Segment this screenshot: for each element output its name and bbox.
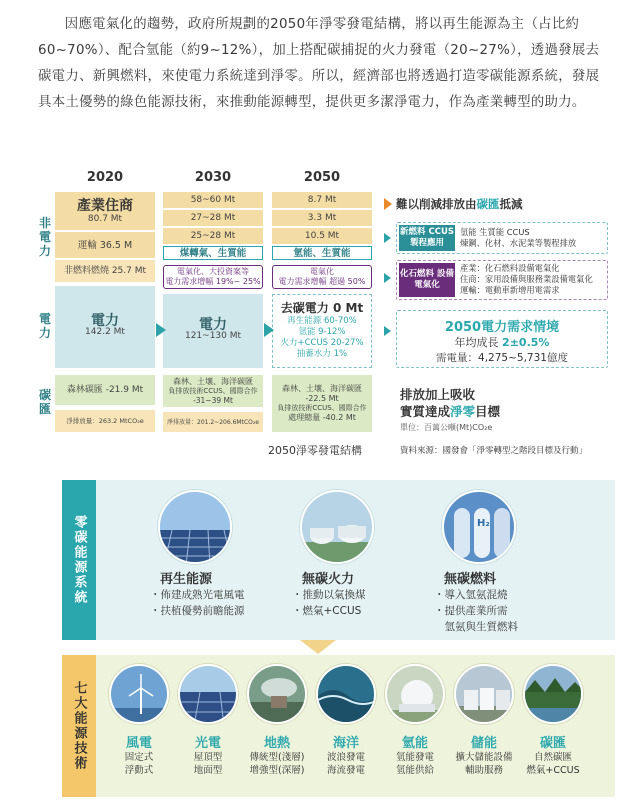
hydrogen-tank-icon — [442, 490, 516, 564]
chart-caption: 2050淨零發電結構 — [268, 444, 362, 457]
arrow-right-icon — [384, 233, 391, 243]
row-label-non-power: 非電力 — [38, 216, 51, 258]
intro-paragraph — [38, 12, 608, 116]
demand-title: 2050電力需求情境 — [444, 320, 560, 335]
box-2020-power: 電力 142.2 Mt — [55, 286, 155, 368]
right-heading-1: 難以削減排放由碳匯抵減 — [396, 197, 523, 211]
row-label-power: 電力 — [38, 312, 51, 340]
tech-item-solar: 光電 屋頂型 地面型 — [175, 664, 241, 777]
tech-item-geothermal: 地熱 傳統型(淺層) 增強型(深層) — [244, 664, 310, 777]
seven-tech-label: 七大能源技術 — [62, 655, 96, 797]
svg-text:H₂: H₂ — [477, 518, 490, 529]
box-2030-v2: 27~28 Mt — [163, 210, 263, 226]
box-2020-net: 淨排放量：263.2 MtCO₂e — [55, 410, 155, 432]
box-2030-net: 淨排放量：201.2~206.6MtCO₂e — [163, 412, 263, 432]
box-2020-transport: 運輸 36.5 M — [55, 232, 155, 258]
ocean-wave-icon — [316, 664, 376, 724]
box-2030-sink: 森林、土壤、海洋碳匯 負排放技術CCUS、國際合作 -31~39 Mt — [163, 375, 263, 407]
box-2020-industry: 產業住商 80.7 Mt — [55, 192, 155, 230]
chip-electrification-text-2: 住商：家用設備與服務業設備電氣化 — [460, 274, 593, 284]
arrow-right-icon — [384, 273, 391, 283]
orange-triangle-icon — [384, 198, 392, 210]
chip-ccus-text-2: 煉鋼、化材、水泥業等製程排放 — [460, 238, 577, 248]
box-2050-v1: 8.7 Mt — [272, 192, 372, 208]
box-2030-v1: 58~60 Mt — [163, 192, 263, 208]
net-zero-chart — [0, 160, 639, 460]
row-label-carbon-sink: 碳匯 — [38, 388, 51, 416]
tech-item-wind: 風電 固定式 浮動式 — [106, 664, 172, 777]
solar-field-icon — [178, 664, 238, 724]
chip-ccus: 新燃料 CCUS 製程應用 — [399, 225, 455, 251]
solar-panel-icon — [158, 490, 232, 564]
arrow-right-icon — [384, 326, 391, 336]
tech-item-ocean: 海洋 波浪發電 海流發電 — [313, 664, 379, 777]
zero-carbon-label: 零碳能源系統 — [62, 480, 96, 640]
year-2030: 2030 — [194, 170, 232, 185]
chip-ccus-text-1: 氫能 生質能 CCUS — [460, 227, 530, 237]
wind-turbine-icon — [109, 664, 169, 724]
demand-growth: 年均成長 2±0.5% — [454, 336, 550, 349]
year-2020: 2020 — [86, 170, 124, 185]
box-2020-nonfuel: 非燃料燃燒 25.7 Mt — [55, 260, 155, 282]
source-note: 資料來源：國發會「淨零轉型之階段目標及行動」 — [400, 446, 588, 456]
box-2030-power: 電力 121~130 Mt — [163, 294, 263, 368]
zero-carbon-item-fuel: H₂ 無碳燃料 ・導入氫氨混燒 ・提供產業所需 氫氨與生質燃料 — [414, 490, 544, 635]
hydrogen-storage-icon — [385, 664, 445, 724]
geothermal-icon — [247, 664, 307, 724]
box-2050-power: 去碳電力 0 Mt 再生能源 60-70% 氫能 9-12% 火力+CCUS 20-27% 抽蓄水力 1% — [272, 294, 372, 368]
right-heading-2b: 實質達成淨零目標 — [400, 404, 501, 419]
tag-2050: 氫能、生質能 — [272, 246, 372, 260]
arrow-right-icon — [264, 323, 274, 337]
chip-electrification-text-3: 運輸：電動車新增用電需求 — [460, 285, 560, 295]
arrow-right-icon — [156, 323, 166, 337]
chip-electrification: 化石燃料 設備電氣化 — [399, 263, 455, 297]
zero-carbon-item-thermal: 無碳火力 ・推動以氣換煤 ・燃氣+CCUS — [272, 490, 402, 619]
tech-item-hydrogen: 氫能 氫能發電 氫能供給 — [382, 664, 448, 777]
chip-electrification-text-1: 產業：化石燃料設備電氣化 — [460, 263, 560, 273]
box-2030-v3: 25~28 Mt — [163, 228, 263, 244]
box-2050-v3: 10.5 Mt — [272, 228, 372, 244]
down-arrow-icon — [300, 640, 336, 654]
purple-2050: 電氣化 電力需求增幅 超過 50% — [272, 265, 372, 289]
box-2050-v2: 3.3 Mt — [272, 210, 372, 226]
intro-text: 因應電氣化的趨勢，政府所規劃的2050年淨零發電結構，將以再生能源為主（占比約60~70%）、配合氫能（約9~12%），加上搭配碳捕捉的火力發電（20~27%），透過發展去碳電力、新興燃料，來使電力系統達到淨零。所以，經濟部也將透過打造零碳能源系統，發展具本土優勢的綠色能源技術，來推動能源轉型，提供更多潔淨電力，作為產業轉型的助力。 — [38, 17, 600, 110]
tech-item-storage: 儲能 擴大儲能設備 輔助服務 — [451, 664, 517, 777]
power-plant-icon — [300, 490, 374, 564]
demand-need: 需電量：4,275~5,731億度 — [436, 352, 568, 364]
unit-note: 單位：百萬公噸(Mt)CO₂e — [400, 423, 493, 432]
box-2050-sink: 森林、土壤、海洋碳匯 -22.5 Mt 負排放技術CCUS、國際合作 處理總量 -40.2 Mt — [272, 375, 372, 432]
purple-2030: 電氣化、大投資案等 電力需求增幅 19%~ 25% — [163, 265, 263, 289]
forest-lake-icon — [523, 664, 583, 724]
box-2020-sink: 森林碳匯 -21.9 Mt — [55, 375, 155, 405]
year-2050: 2050 — [303, 170, 341, 185]
zero-carbon-item-renewable: 再生能源 ・佈建成熟光電風電 ・扶植優勢前瞻能源 — [130, 490, 260, 619]
right-heading-2a: 排放加上吸收 — [400, 387, 476, 402]
energy-storage-icon — [454, 664, 514, 724]
tag-2030: 煤轉氣、生質能 — [163, 246, 263, 260]
tech-item-carbon-sink: 碳匯 自然碳匯 燃氣+CCUS — [520, 664, 586, 777]
